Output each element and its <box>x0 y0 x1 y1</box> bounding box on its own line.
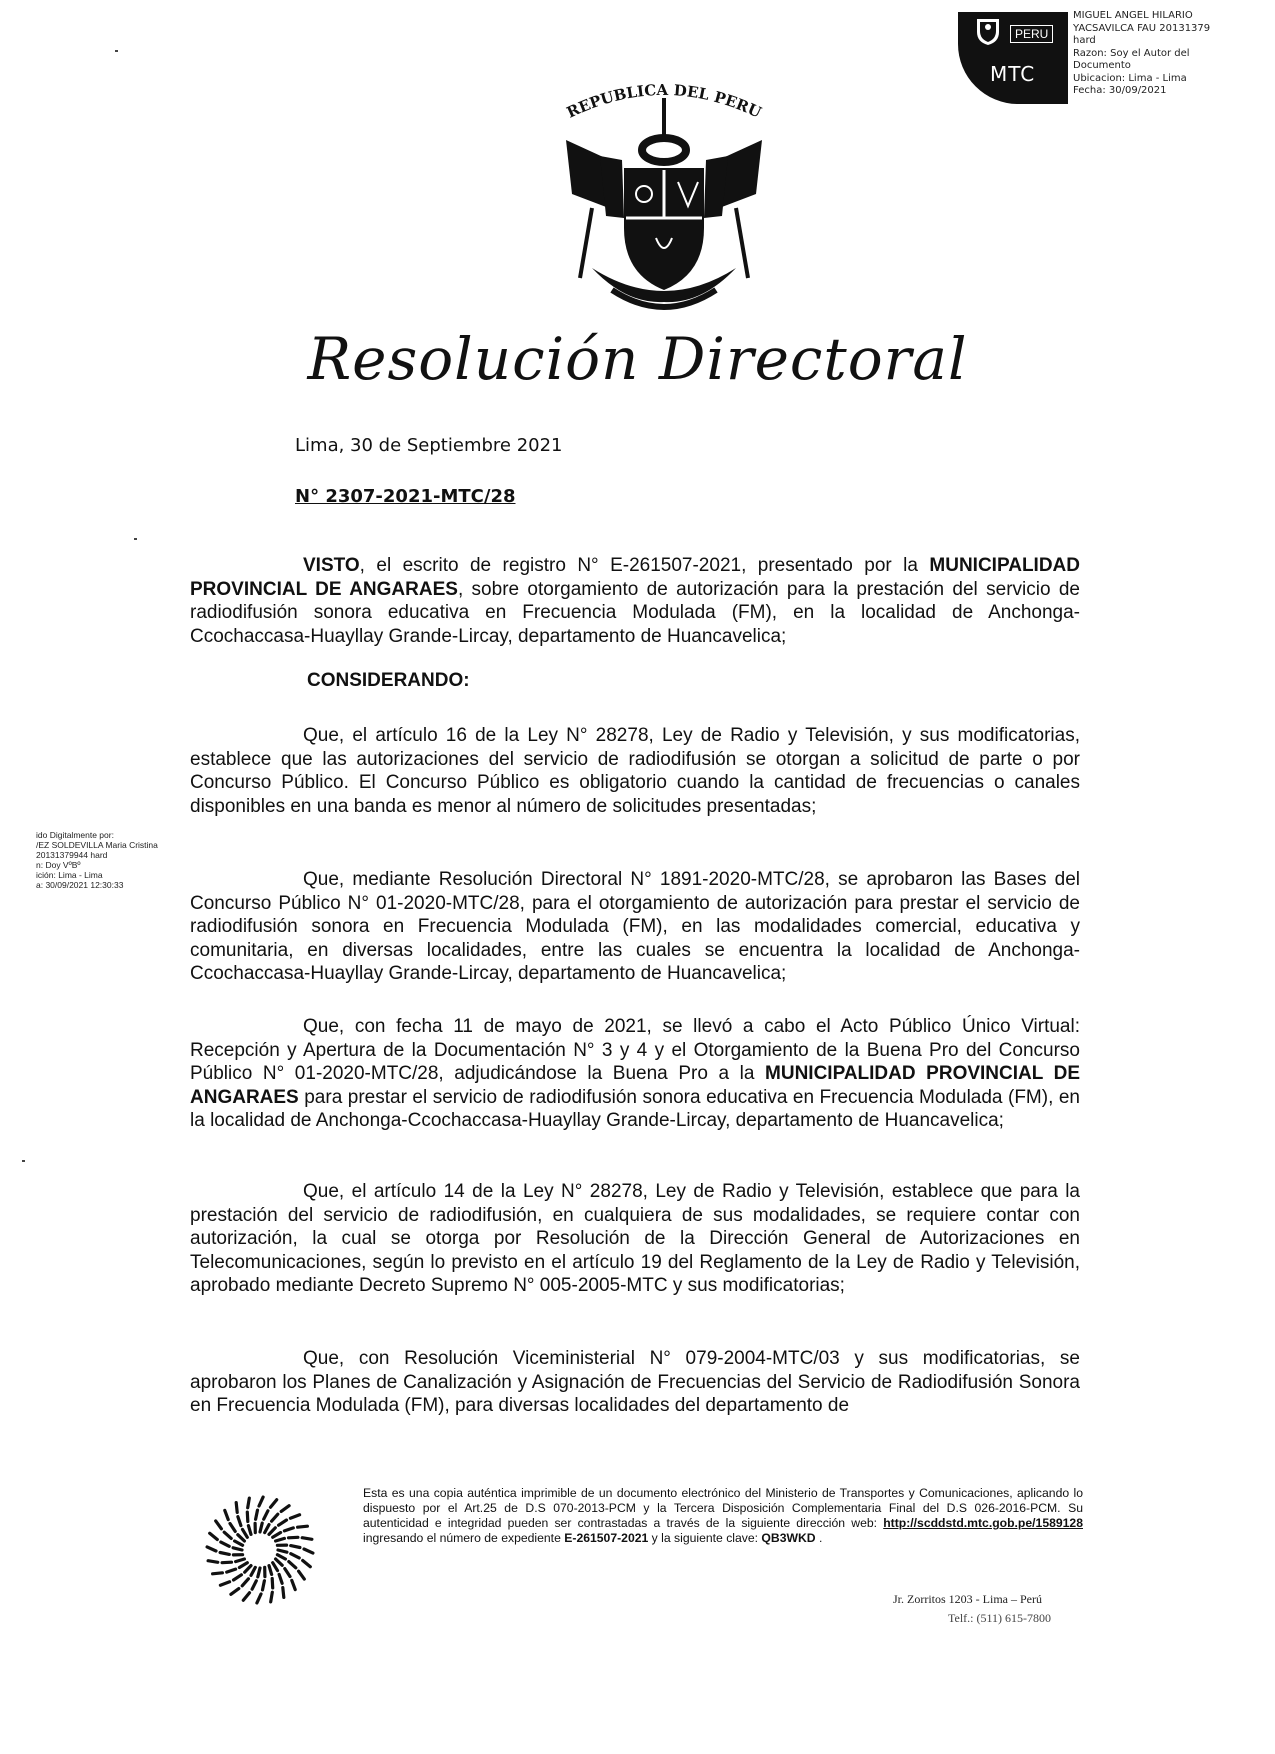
logo-ray <box>245 1566 251 1573</box>
stamp-line: Ubicacion: Lima - Lima <box>1073 72 1187 84</box>
notice-text-a: Esta es una copia auténtica imprimible de un documento electrónico del Ministerio de Transportes y Comunicaciones, aplicando lo dispuesto por el Art.25 de D.S 070-2013-PCM y la Tercera Disposición Complementaria Final del D.S 026-2016-PCM. Su autenticidad e integridad pueden ser contrastadas a través de la siguiente dirección web: <box>363 1486 1083 1530</box>
visto-text-b: , sobre otorgamiento de autorización para la prestación del servicio de radiodifusión sonora educativa en Frecuencia Modulada (FM), en la localidad de Anchonga-Ccochaccasa-Huayllay Grande-Lircay, departamento de Huancavelica; <box>190 578 1080 647</box>
logo-ray <box>289 1562 296 1568</box>
logo-ray <box>243 1529 248 1537</box>
left-sig-line: n: Doy VºBº <box>36 860 81 870</box>
logo-ray <box>227 1569 236 1572</box>
logo-ray <box>264 1511 268 1519</box>
logo-ray <box>208 1561 218 1563</box>
signature-stamp-details <box>1073 10 1273 98</box>
logo-ray <box>279 1574 282 1583</box>
logo-ray <box>298 1526 308 1527</box>
logo-ray <box>257 1594 261 1603</box>
para4-entity: MUNICIPALIDAD PROVINCIAL DE ANGARAES <box>190 1063 1080 1108</box>
footer-phone: Telf.: (511) 615-7800 <box>948 1611 1052 1625</box>
logo-ray <box>263 1581 265 1590</box>
logo-ray <box>231 1589 239 1595</box>
logo-ray <box>273 1533 281 1538</box>
notice-text-b: ingresando el número de expediente <box>363 1531 565 1545</box>
visto-paragraph <box>190 554 1080 648</box>
logo-ray <box>247 1512 248 1521</box>
logo-ray <box>258 1568 260 1577</box>
logo-ray <box>291 1554 299 1558</box>
logo-ray <box>302 1538 312 1540</box>
logo-ray <box>265 1525 269 1533</box>
visto-label: VISTO <box>303 555 360 576</box>
document-title: Resolución Directoral <box>307 325 968 393</box>
logo-ray <box>225 1510 228 1519</box>
logo-ray <box>234 1575 242 1580</box>
scan-speck <box>115 50 118 52</box>
stamp-line: hard <box>1073 35 1096 46</box>
para4-text-b: para prestar el servicio de radiodifusión sonora educativa en Frecuencia Modulada (FM), en la localidad de Anchonga-Ccochaccasa-Huayllay Grande-Lircay, departamento de Huancavelica; <box>190 1086 1080 1131</box>
logo-ray <box>236 1559 245 1562</box>
logo-ray <box>279 1520 287 1525</box>
logo-ray <box>238 1517 241 1526</box>
logo-ray <box>216 1521 222 1529</box>
left-sig-line: ido Digitalmente por: <box>36 830 114 840</box>
considerando-paragraph-3 <box>190 1015 1080 1133</box>
logo-ray <box>269 1528 275 1535</box>
logo-ray <box>281 1506 289 1512</box>
logo-ray <box>221 1542 229 1546</box>
logo-ray <box>242 1579 248 1586</box>
logo-ray <box>230 1524 235 1532</box>
stamp-line: Fecha: 30/09/2021 <box>1073 85 1167 96</box>
left-sig-line: 20131379944 hard <box>36 850 108 860</box>
stamp-line: Documento <box>1073 60 1131 71</box>
authenticity-notice <box>363 1486 1083 1546</box>
coat-of-arms-emblem <box>552 78 776 314</box>
logo-ray <box>259 1497 263 1506</box>
logo-ray <box>224 1532 231 1538</box>
resolution-number: N° 2307-2021-MTC/28 <box>295 486 516 507</box>
scan-speck <box>134 538 137 540</box>
logo-ray <box>271 1592 273 1602</box>
logo-ray <box>256 1510 258 1519</box>
logo-ray <box>272 1514 278 1521</box>
stamp-line: Razon: Soy el Autor del <box>1073 47 1190 59</box>
visto-text-a: , el escrito de registro N° E-261507-2021, presentado por la <box>359 555 930 576</box>
stamp-agency-label: MTC <box>990 62 1036 86</box>
mtc-sunburst-logo <box>200 1490 320 1610</box>
notice-text-c: y la siguiente clave: <box>648 1531 762 1545</box>
document-date: Lima, 30 de Septiembre 2021 <box>295 435 563 456</box>
logo-ray <box>289 1537 298 1538</box>
logo-ray <box>243 1593 249 1601</box>
stamp-line: YACSAVILCA FAU 20131379 <box>1073 22 1211 34</box>
logo-ray <box>236 1503 237 1513</box>
logo-ray <box>290 1515 299 1518</box>
left-margin-signature <box>36 830 186 890</box>
left-sig-line: /EZ SOLDEVILLA Maria Cristina <box>36 840 158 850</box>
logo-ray <box>303 1561 311 1567</box>
logo-ray <box>284 1528 293 1531</box>
logo-ray <box>251 1567 255 1575</box>
logo-ray <box>271 1500 277 1508</box>
considerando-heading: CONSIDERANDO: <box>307 670 470 691</box>
notice-text-d: . <box>815 1531 823 1545</box>
considerando-paragraph-4: Que, el artículo 14 de la Ley N° 28278, Ley de Radio y Televisión, establece que para la prestación del servicio de radiodifusión, en cualquiera de sus modalidades, se requiere contar con autorización, la cual se otorga por Resolución de la Dirección General de Autorizaciones en Telecomunicaciones, según lo previsto en el artículo 19 del Reglamento de la Ley de Radio y Televisión, aprobado mediante Decreto Supremo N° 005-2005-MTC y sus modificatorias; <box>190 1181 1080 1296</box>
para4-text-a: Que, con fecha 11 de mayo de 2021, se llevó a cabo el Acto Público Único Virtual: Recepción y Apertura de la Documentación N° 3 y 4 y el Otorgamiento de la Buena Pro del Concurso Público N° 01-2020-MTC/28, adjudicándose la Buena Pro a la <box>190 1016 1080 1084</box>
logo-ray <box>292 1580 295 1589</box>
logo-ray <box>278 1550 287 1552</box>
left-sig-line: ición: Lima - Lima <box>36 870 103 880</box>
verification-key: QB3WKD <box>761 1531 816 1545</box>
logo-ray <box>220 1553 229 1555</box>
logo-ray <box>248 1526 251 1535</box>
considerando-paragraph-2: Que, mediante Resolución Directoral N° 1891-2020-MTC/28, se aprobaron las Bases del Concurso Público N° 01-2020-MTC/28, para el otorgamiento de autorización para prestar el servicio de radiodifusión sonora en Frecuencia Modulada (FM), en las modalidades comercial, educativa y comunitaria, en diversas localidades, entre las cuales se encuentra la localidad de Anchonga-Ccochaccasa-Huayllay Grande-Lircay, departamento de Huancavelica; <box>190 869 1080 984</box>
logo-ray <box>283 1588 284 1598</box>
logo-ray <box>260 1523 262 1532</box>
verification-link[interactable]: http://scddstd.mtc.gob.pe/1589128 <box>883 1516 1083 1530</box>
peru-shield-icon <box>975 16 1001 46</box>
logo-ray <box>233 1548 242 1550</box>
logo-ray <box>207 1547 216 1551</box>
logo-ray <box>238 1535 245 1541</box>
logo-ray <box>239 1563 247 1568</box>
logo-ray <box>252 1581 256 1589</box>
footer-address: Jr. Zorritos 1203 - Lima – Perú <box>893 1592 1042 1606</box>
logo-ray <box>285 1569 290 1577</box>
scan-speck <box>22 1160 25 1162</box>
logo-ray <box>248 1498 250 1508</box>
stamp-line: MIGUEL ANGEL HILARIO <box>1073 10 1193 21</box>
logo-ray <box>272 1579 273 1588</box>
logo-ray <box>276 1559 283 1565</box>
stamp-country-label: PERU <box>1010 25 1053 43</box>
logo-ray <box>220 1582 229 1585</box>
logo-ray <box>222 1562 231 1563</box>
left-sig-line: a: 30/09/2021 12:30:33 <box>36 880 124 890</box>
logo-ray <box>235 1541 243 1545</box>
logo-ray <box>269 1566 272 1575</box>
logo-ray <box>277 1555 285 1559</box>
coat-motto: REPUBLICA DEL PERU <box>563 80 765 122</box>
logo-ray <box>299 1571 305 1579</box>
considerando-paragraph-5: Que, con Resolución Viceministerial N° 079-2004-MTC/03 y sus modificatorias, se aprobaron los Planes de Canalización y Asignación de Frecuencias del Servicio de Radiodifusión Sonora en Frecuencia Modulada (FM), para diversas localidades del departamento de <box>190 1348 1080 1416</box>
expediente-number: E-261507-2021 <box>564 1531 649 1545</box>
logo-ray <box>304 1549 313 1553</box>
logo-ray <box>273 1563 278 1571</box>
visto-entity: MUNICIPALIDAD PROVINCIAL DE ANGARAES <box>190 555 1080 600</box>
logo-ray <box>276 1538 285 1541</box>
logo-ray <box>291 1546 300 1548</box>
logo-ray <box>213 1573 223 1574</box>
considerando-paragraph-1: Que, el artículo 16 de la Ley N° 28278, Ley de Radio y Televisión, y sus modificatorias, establece que las autorizaciones del servicio de radiodifusión se otorgan a solicitud de parte o por Concurso Público. El Concurso Público es obligatorio cuando la cantidad de frecuencias o canales disponibles en una banda es menor al número de solicitudes presentadas; <box>190 725 1080 817</box>
logo-ray <box>210 1533 218 1539</box>
